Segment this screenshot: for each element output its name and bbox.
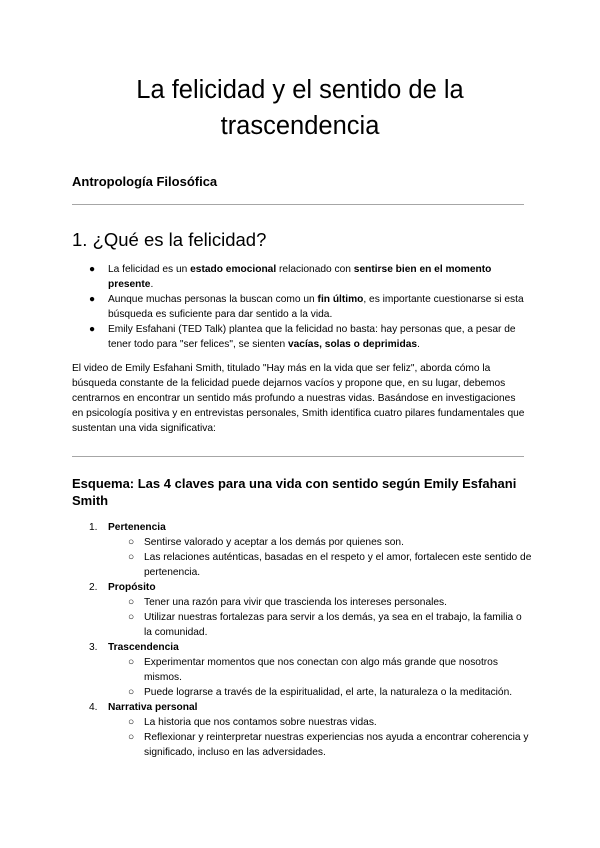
sub-item: ○ Reflexionar y reinterpretar nuestras experiencias nos ayuda a encontrar coherencia y significado, incluso en las adversidades. [128, 732, 529, 758]
scheme-heading: Esquema: Las 4 claves para una vida con sentido según Emily Esfahani Smith [72, 476, 517, 508]
sub-item: ○ La historia que nos contamos sobre nuestras vidas. [128, 717, 377, 728]
sub-item: ○ Experimentar momentos que nos conectan con algo más grande que nosotros mismos. [128, 657, 498, 683]
bullet-icon: ● [89, 264, 96, 275]
list-item: ● La felicidad es un estado emocional relacionado con sentirse bien en el momento presente. [89, 264, 492, 290]
list-item: 1. Pertenencia ○ Sentirse valorado y aceptar a los demás por quienes son. ○ Las relaciones auténticas, basadas en el respeto y el amor, fortalecen este sentido de pertenencia. [72, 520, 532, 580]
section-heading: 1. ¿Qué es la felicidad? [72, 229, 267, 250]
bullet-list [72, 262, 534, 352]
page-title: La felicidad y el sentido de la trascendencia [136, 76, 464, 140]
sub-item: ○ Las relaciones auténticas, basadas en el respeto y el amor, fortalecen este sentido de pertenencia. [128, 552, 532, 578]
list-item: ● Aunque muchas personas la buscan como un fin último, es importante cuestionarse si esta búsqueda es suficiente para dar sentido a la vida. [89, 294, 524, 320]
circle-bullet-icon: ○ [128, 552, 135, 563]
sub-item: ○ Utilizar nuestras fortalezas para servir a los demás, ya sea en el trabajo, la familia o la comunidad. [128, 612, 522, 638]
list-item: 2. Propósito ○ Tener una razón para vivir que trascienda los intereses personales. ○ Utilizar nuestras fortalezas para servir a los demás, ya sea en el trabajo, la familia o la comunidad. [72, 580, 532, 640]
sub-item: ○ Puede lograrse a través de la espiritualidad, el arte, la naturaleza o la meditación. [128, 687, 513, 698]
circle-bullet-icon: ○ [128, 717, 135, 728]
sub-item: ○ Sentirse valorado y aceptar a los demás por quienes son. [128, 537, 404, 548]
bullet-icon: ● [89, 294, 96, 305]
list-item: 3. Trascendencia ○ Experimentar momentos que nos conectan con algo más grande que nosotros mismos. ○ Puede lograrse a través de la espiritualidad, el arte, la naturaleza o la meditación. [72, 640, 532, 700]
item-title: Narrativa personal [108, 702, 198, 713]
item-title: Propósito [108, 582, 156, 593]
subtitle: Antropología Filosófica [72, 174, 218, 189]
circle-bullet-icon: ○ [128, 537, 135, 548]
bullet-icon: ● [89, 324, 96, 335]
sub-item: ○ Tener una razón para vivir que trascienda los intereses personales. [128, 597, 447, 608]
item-title: Pertenencia [108, 522, 166, 533]
circle-bullet-icon: ○ [128, 687, 135, 698]
list-item: 4. Narrativa personal ○ La historia que nos contamos sobre nuestras vidas. ○ Reflexionar y reinterpretar nuestras experiencias nos ayuda a encontrar coherencia y significado, incluso en las adversidades. [72, 700, 532, 760]
divider [72, 456, 524, 457]
circle-bullet-icon: ○ [128, 657, 135, 668]
circle-bullet-icon: ○ [128, 732, 135, 743]
numbered-list [72, 520, 532, 760]
circle-bullet-icon: ○ [128, 612, 135, 623]
body-paragraph: El video de Emily Esfahani Smith, titulado "Hay más en la vida que ser feliz", aborda cómo la búsqueda constante de la felicidad puede dejarnos vacíos y propone que, en su lugar, debemos centrarnos en encontrar un sentido más profundo a nuestras vidas. Basándose en investigaciones en psicología positiva y en entrevistas personales, Smith identifica cuatro pilares fundamentales que sustentan una vida significativa: [72, 363, 525, 434]
list-item: ● Emily Esfahani (TED Talk) plantea que la felicidad no basta: hay personas que, a pesar de tener todo para "ser felices", se sienten vacías, solas o deprimidas. [89, 324, 516, 350]
item-title: Trascendencia [108, 642, 179, 653]
divider [72, 204, 524, 205]
circle-bullet-icon: ○ [128, 597, 135, 608]
